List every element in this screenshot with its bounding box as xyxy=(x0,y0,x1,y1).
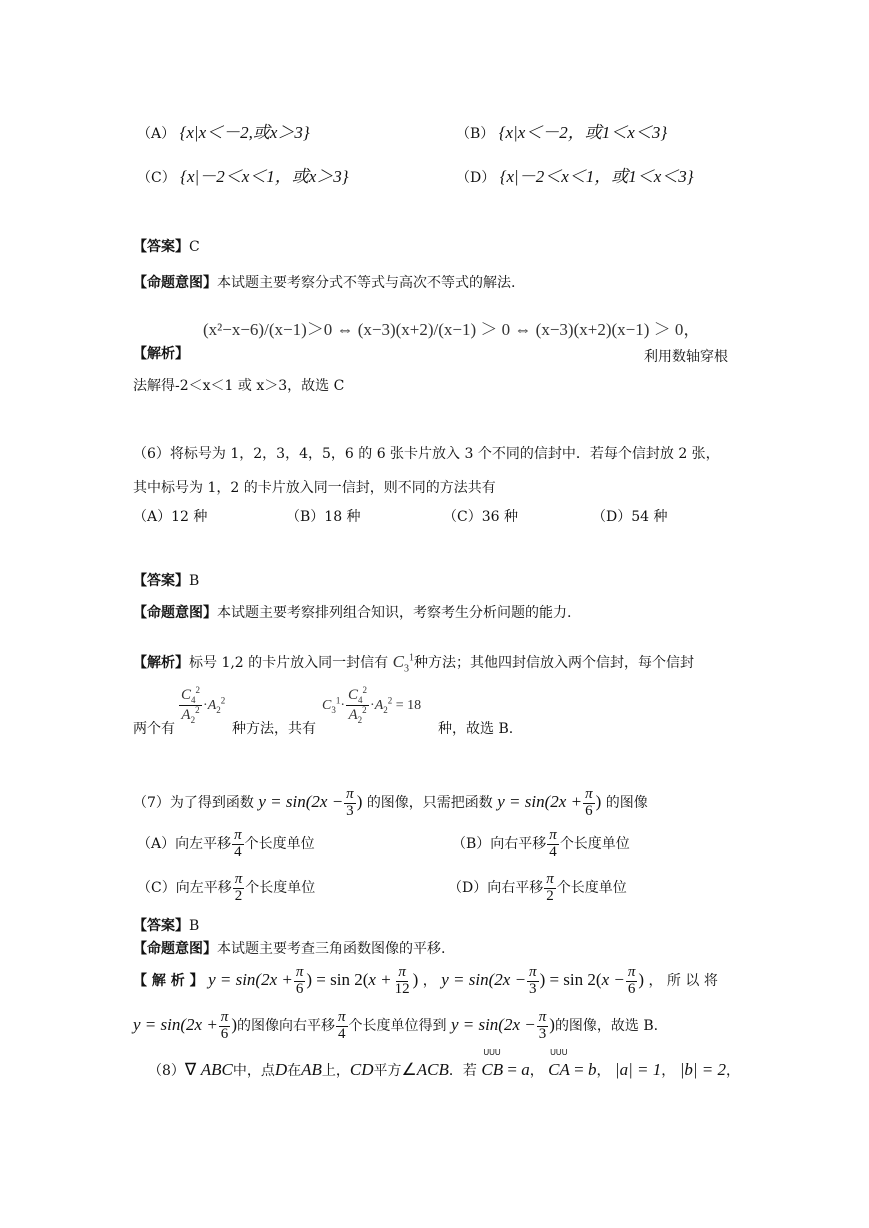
intent-tag: 【命题意图】 xyxy=(133,941,217,957)
answer-value: C xyxy=(189,239,200,255)
q6-stem-line2: 其中标号为 1，2 的卡片放入同一信封，则不同的方法共有 xyxy=(133,480,496,496)
intent-text: 本试题主要考察分式不等式与高次不等式的解法. xyxy=(217,275,516,291)
option-label: （D） xyxy=(456,170,496,186)
q8-stem: （8）∇ ABC中，点D在AB上，CD平方∠ACB．若 UUU CB = a， UUU CA = b， |a| = 1， |b| = 2， xyxy=(148,1048,741,1079)
q6-analysis-line2-b: 种方法，共有 xyxy=(232,721,316,737)
q7-stem: （7）为了得到函数 y = sin(2x − $\frac{\pi}{3}$ ) 的图像，只需把函数 y = sin(2x + $\frac{\pi}{6}$ ) 的图像 xyxy=(133,785,648,819)
option-den: 4 xyxy=(549,843,557,860)
triangle-name: ABC xyxy=(200,1060,233,1079)
option-den: 4 xyxy=(234,843,242,860)
stem-text: 的图像 xyxy=(605,795,648,811)
option-label: （C） xyxy=(137,170,176,186)
q5-answer xyxy=(133,236,200,256)
stem-text: 在 xyxy=(287,1063,302,1079)
analysis-text: 种方法；其他四封信放入两个信封，每个信封 xyxy=(413,655,694,671)
option-label: （D）向右平移 xyxy=(448,880,544,896)
total-value: = 18 xyxy=(395,698,422,714)
q6-stem-line1: （6）将标号为 1，2，3，4，5，6 的 6 张卡片放入 3 个不同的信封中．若每个信封放 2 张， xyxy=(133,446,720,462)
answer-tag: 【答案】 xyxy=(133,918,189,934)
q5-option-a xyxy=(137,118,310,143)
q6-analysis-line2-c: 种，故选 B. xyxy=(438,721,514,737)
abs-a: |a| = 1 xyxy=(614,1060,662,1079)
q7-option-c: （C）向左平移 $\frac{\pi}{2}$ 个长度单位 xyxy=(137,870,316,904)
q6-formula-c42-a22: $\frac{C_4^2}{A_2^2}$ $\cdot A_2^2$ xyxy=(181,685,226,726)
answer-value: B xyxy=(189,573,200,589)
option-expr: {x|x＜－2,或x＞3} xyxy=(179,123,310,142)
analysis-tag: 【 解 析 】 xyxy=(133,973,204,989)
option-expr: {x|－2＜x＜1，或x＞3} xyxy=(180,167,349,186)
answer-value: B xyxy=(189,918,200,934)
pi-over-3: $\frac{\pi}{3}$ xyxy=(346,785,354,819)
q7-answer xyxy=(133,915,199,935)
q5-option-b xyxy=(456,118,667,143)
intent-text: 本试题主要考查三角函数图像的平移. xyxy=(217,941,446,957)
option-expr: {x|－2＜x＜1，或1＜x＜3} xyxy=(499,167,694,186)
q6-option-b: （B）18 种 xyxy=(286,509,361,525)
vector-ca: UUU CA xyxy=(548,1048,570,1079)
option-tail: 个长度单位 xyxy=(559,836,630,852)
q7-option-b: （B）向右平移 $\frac{\pi}{4}$ 个长度单位 xyxy=(452,826,630,860)
stem-text: 的图像，只需把函数 xyxy=(366,795,493,811)
vector-mark: UUU xyxy=(483,1048,501,1057)
abs-b: |b| = 2 xyxy=(679,1060,727,1079)
stem-text: （7）为了得到函数 xyxy=(133,795,254,811)
analysis-text: 标号 1,2 的卡片放入同一封信有 xyxy=(189,655,389,671)
option-expr: {x|x＜－2，或1＜x＜3} xyxy=(498,123,668,142)
q5-analysis-equation: (x²−x−6)/(x−1)＞0 ⇔ (x−3)(x+2)/(x−1) ＞ 0 ⇔ (x−3)(x+2)(x−1) ＞ 0， xyxy=(203,320,701,339)
pi-over-6: $\frac{\pi}{6}$ xyxy=(585,785,593,819)
c31-formula: $C_3^1$ xyxy=(392,652,414,675)
stem-text: （8） xyxy=(148,1063,185,1079)
q5-option-d xyxy=(456,162,694,187)
option-label: （A）向左平移 xyxy=(137,836,232,852)
analysis-text: ， 所 以 将 xyxy=(648,973,718,989)
q5-analysis-tag: 【解析】 xyxy=(133,346,189,362)
q6-option-d: （D）54 种 xyxy=(592,509,668,525)
q7-option-a: （A）向左平移 $\frac{\pi}{4}$ 个长度单位 xyxy=(137,826,315,860)
q6-intent xyxy=(133,602,571,622)
stem-text: 上， xyxy=(321,1063,350,1079)
stem-text: 平方 xyxy=(373,1063,402,1079)
stem-text: ， xyxy=(529,1063,544,1079)
intent-text: 本试题主要考察排列组合知识，考察考生分析问题的能力. xyxy=(217,605,572,621)
option-den: 2 xyxy=(546,887,554,904)
math-fn1: y = sin(2x − xyxy=(258,792,344,811)
option-label: （A） xyxy=(137,126,176,142)
c-symbol: C xyxy=(392,652,404,671)
option-tail: 个长度单位 xyxy=(245,880,316,896)
q7-analysis-line2: y = sin(2x + $\frac{\pi}{6}$ )的图像向右平移 $\frac{\pi}{4}$ 个长度单位得到 y = sin(2x − $\frac{\pi}{3}$ )的图像，故选 B. xyxy=(133,1008,659,1042)
analysis-tag: 【解析】 xyxy=(133,655,189,671)
option-tail: 个长度单位 xyxy=(556,880,627,896)
math-fn2: y = sin(2x + xyxy=(497,792,583,811)
q6-analysis-line1 xyxy=(133,652,694,674)
analysis-text: 的图像，故选 B. xyxy=(554,1018,659,1034)
option-label: （B）向右平移 xyxy=(452,836,547,852)
q6-option-a: （A）12 种 xyxy=(133,509,208,525)
stem-text: ．若 xyxy=(448,1063,477,1079)
q7-option-d: （D）向右平移 $\frac{\pi}{2}$ 个长度单位 xyxy=(448,870,627,904)
q5-analysis-line2: 法解得-2＜x＜1 或 x＞3，故选 C xyxy=(133,378,345,394)
q6-answer xyxy=(133,570,199,590)
q7-analysis-line1: 【 解 析 】 y = sin(2x + $\frac{\pi}{6}$ ) = sin 2(x + $\frac{\pi}{12}$ ) ， y = sin(2x − $\frac{\pi}{3}$ ) = sin 2(x − $\frac{\pi}{6}$ ) ， 所 以 将 xyxy=(133,963,718,997)
q6-formula-total: $C_3^1\cdot$ $\frac{C_4^2}{A_2^2}$ $\cdot A_2^2 = 18$ xyxy=(322,685,422,726)
option-label: （B） xyxy=(456,126,495,142)
analysis-text: 的图像向右平移 xyxy=(236,1018,335,1034)
option-label: （C）向左平移 xyxy=(137,880,232,896)
intent-tag: 【命题意图】 xyxy=(133,605,217,621)
option-den: 2 xyxy=(234,887,243,904)
triangle-symbol: ∇ xyxy=(184,1060,197,1079)
q6-analysis-line2-a: 两个有 xyxy=(133,721,175,737)
answer-tag: 【答案】 xyxy=(133,573,189,589)
q5-analysis-tail: 利用数轴穿根 xyxy=(644,349,728,365)
vector-cb: UUU CB xyxy=(481,1048,504,1079)
vector-mark: UUU xyxy=(550,1048,568,1057)
q7-intent xyxy=(133,938,445,958)
answer-tag: 【答案】 xyxy=(133,239,189,255)
stem-text: 中，点 xyxy=(232,1063,275,1079)
q5-intent xyxy=(133,272,515,292)
option-tail: 个长度单位 xyxy=(244,836,315,852)
intent-tag: 【命题意图】 xyxy=(133,275,217,291)
q5-option-c xyxy=(137,162,349,187)
q6-option-c: （C）36 种 xyxy=(443,509,518,525)
analysis-text: 个长度单位得到 xyxy=(348,1018,447,1034)
